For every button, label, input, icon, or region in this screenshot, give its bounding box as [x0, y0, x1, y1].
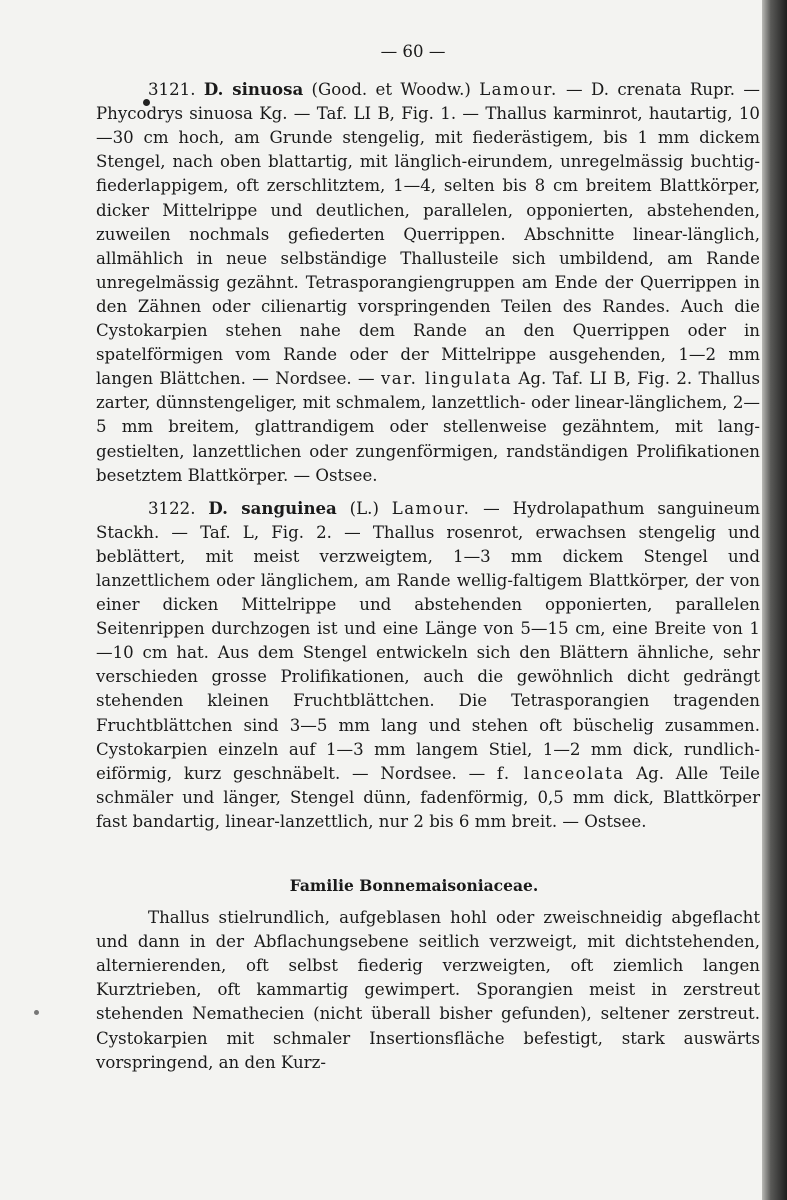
species-entry: [96, 77, 760, 488]
page-number: — 60 —: [380, 42, 446, 61]
variety-name: var. lingulata: [381, 369, 513, 389]
book-gutter-shadow: [762, 0, 787, 1200]
ink-speck: [34, 1010, 39, 1015]
page-text: [96, 40, 760, 1075]
variety-description: Ag. Taf. LI B, Fig. 2. Thallus zarter, dünnstengeliger, mit schmalem, lanzettlich- oder linear-länglichem, 2—5 mm breitem, glattrandigem oder stellenweise gezähntem, mit lang-gestielten, lanzettlichen oder zungenförmigen, randständigen Prolifikationen besetztem Blattkörper. — Ostsee.: [96, 369, 760, 485]
author-prefix: (L.): [336, 498, 392, 518]
family-description: Thallus stielrundlich, aufgeblasen hohl oder zweischneidig abgeflacht und dann in der Abflachungsebene seitlich verzweigt, mit dichtstehenden, alternierenden, oft selbst fiederig verzweigten, oft ziemlich langen Kurztrieben, oft kammartig gewimpert. Sporangien meist in zerstreut stehenden Nemathecien (nicht überall bisher gefunden), seltener zerstreut. Cystokarpien mit schmaler Insertionsfläche befestigt, stark auswärts vorspringend, an den Kurz-: [96, 908, 760, 1072]
species-name: D. sanguinea: [208, 497, 337, 518]
author-name: Lamour.: [479, 80, 558, 100]
variety-description: Ag. Alle Teile schmäler und länger, Stengel dünn, fadenförmig, 0,5 mm dick, Blattkörper fast bandartig, linear-lanzettlich, nur 2 bis 6 mm breit. — Ostsee.: [96, 763, 760, 831]
entry-description: — Hydrolapathum sanguineum Stackh. — Taf. L, Fig. 2. — Thallus rosenrot, erwachsen stengelig und beblättert, mit meist verzweigtem, 1—3 mm dickem Stengel und lanzettlichem oder länglichem, am Rande wellig-faltigem Blattkörper, der von einer dicken Mittelrippe und abstehenden opponierten, parallelen Seitenrippen durchzogen ist und eine Länge von 5—15 cm, eine Breite von 1—10 cm hat. Aus dem Stengel entwickeln sich den Blättern ähnliche, sehr verschieden grosse Prolifikationen, auch die gewöhnlich dicht gedrängt stehenden kleinen Fruchtblättchen. Die Tetrasporangien tragenden Fruchtblättchen sind 3—5 mm lang und stehen oft büschelig zusammen. Cystokarpien einzeln auf 1—3 mm langem Stiel, 1—2 mm dick, rundlich-eiförmig, kurz geschnäbelt. — Nordsee. —: [96, 498, 761, 783]
species-entry: [96, 496, 760, 834]
family-heading: Familie Bonnemaisoniaceae.: [289, 876, 539, 895]
species-name: D. sinuosa: [203, 79, 304, 100]
entry-number: 3121.: [148, 80, 196, 100]
author-name: Lamour.: [391, 498, 471, 518]
author-prefix: (Good. et Woodw.): [303, 80, 480, 100]
variety-name: f. lanceolata: [496, 763, 625, 783]
entry-number: 3122.: [148, 498, 196, 518]
entry-description: — D. crenata Rupr. — Phycodrys sinuosa Kg. — Taf. LI B, Fig. 1. — Thallus karminrot, hautartig, 10—30 cm hoch, am Grunde stengelig, mit fiederästigem, bis 1 mm dickem Stengel, nach oben blattartig, mit länglich-eirundem, unregelmässig buchtig-fiederlappigem, oft zerschlitztem, 1—4, selten bis 8 cm breitem Blattkörper, dicker Mittelrippe und deutlichen, parallelen, opponierten, abstehenden, zuweilen nochmals gefiederten Querrippen. Abschnitte linear-länglich, allmählich in neue selbständige Thallusteile sich umbildend, am Rande unregelmässig gezähnt. Tetrasporangiengruppen am Ende der Querrippen in den Zähnen oder cilienartig vorspringenden Teilen des Randes. Auch die Cystokarpien stehen nahe dem Rande an den Querrippen oder in spatelförmigen vom Rande oder der Mittelrippe ausgehenden, 1—2 mm langen Blättchen. — Nordsee. —: [96, 80, 760, 389]
